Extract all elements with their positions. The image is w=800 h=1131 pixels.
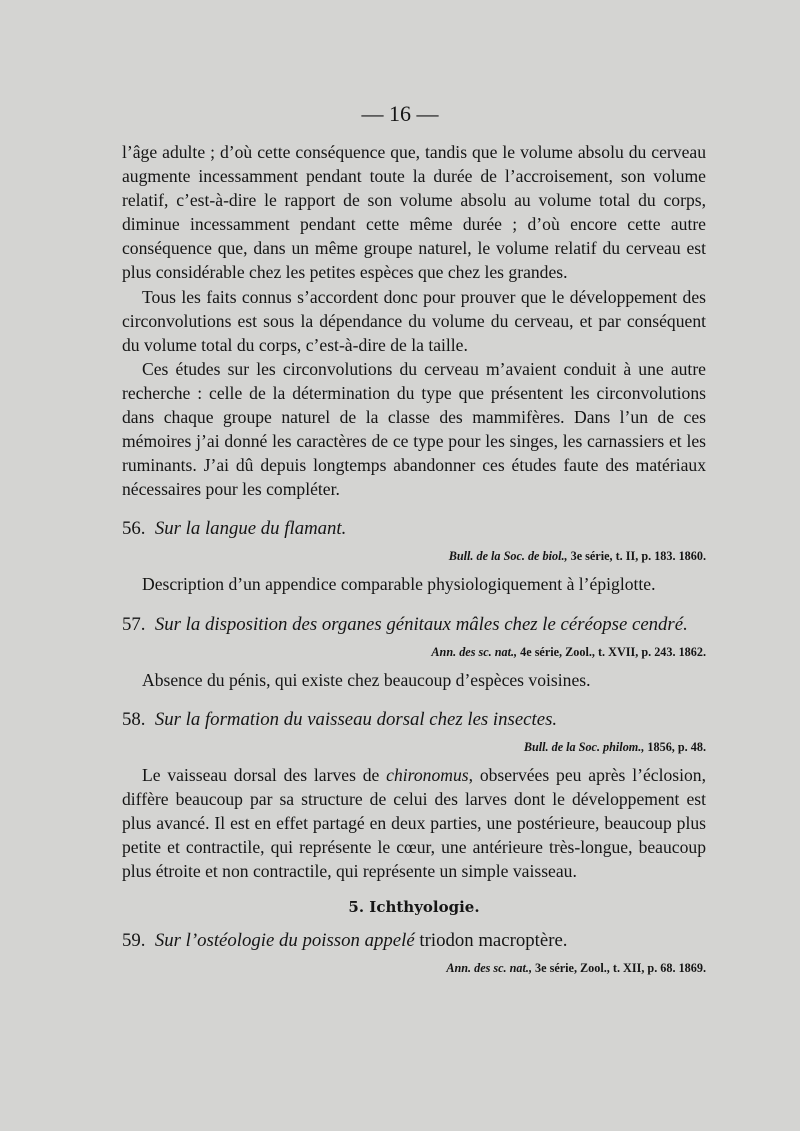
section-heading: 5. Ichthyologie. — [348, 898, 480, 917]
entry-59-citation: Ann. des sc. nat., 3e série, Zool., t. XII, p. 68. 1869. — [446, 961, 706, 976]
paragraph: Tous les faits connus s’accordent donc pour prouver que le développement des circonvolutions est sous la dépendance du volume du cerveau, et par conséquent du volume total du corps, c’est-à-dire de la taille. — [122, 286, 706, 355]
entry-56-description: Description d’un appendice comparable physiologiquement à l’épiglotte. — [142, 574, 656, 595]
entry-56-title: 56. Sur la langue du flamant. — [122, 518, 347, 540]
paragraph-continuation: l’âge adulte ; d’où cette conséquence que, tandis que le volume absolu du cerveau augmente incessamment pendant toute la durée de l’accroisement, son volume relatif, c’est-à-dire le rapport de son volume absolu au volume total du corps, diminue incessamment pendant cette même durée ; d’où encore cette autre conséquence que, dans un même groupe naturel, le volume relatif du cerveau est plus considérable chez les petites espèces que chez les grandes. — [122, 142, 706, 283]
page-body — [122, 140, 706, 977]
entry-56-citation: Bull. de la Soc. de biol., 3e série, t. II, p. 183. 1860. — [448, 549, 706, 564]
entry-57-citation: Ann. des sc. nat., 4e série, Zool., t. XVII, p. 243. 1862. — [431, 644, 706, 659]
entry-59-title: 59. Sur l’ostéologie du poisson appelé triodon macroptère. — [122, 930, 568, 952]
page-number: — 16 — — [361, 101, 439, 126]
entry-58-description: Le vaisseau dorsal des larves de chironomus, observées peu après l’éclosion, diffère beaucoup par sa structure de celui des larves dont le développement est plus avancé. Il est en effet partagé en deux parties, une postérieure, beaucoup plus petite et contractile, qui représente le cœur, une antérieure très-longue, beaucoup plus étroite et non contractile, qui représente un simple vaisseau. — [122, 764, 706, 881]
paragraph: Ces études sur les circonvolutions du cerveau m’avaient conduit à une autre recherche : celle de la détermination du type que présentent les circonvolutions dans chaque groupe naturel de la classe des mammifères. Dans l’un de ces mémoires j’ai donné les caractères de ce type pour les singes, les carnassiers et les ruminants. J’ai dû depuis longtemps abandonner ces études faute des matériaux nécessaires pour les compléter. — [122, 358, 706, 500]
entry-58-citation: Bull. de la Soc. philom., 1856, p. 48. — [523, 739, 706, 754]
entry-57-title: 57. Sur la disposition des organes génitaux mâles chez le céréopse cendré. — [122, 613, 688, 635]
entry-58-title: 58. Sur la formation du vaisseau dorsal chez les insectes. — [122, 708, 558, 730]
entry-57-description: Absence du pénis, qui existe chez beaucoup d’espèces voisines. — [142, 669, 591, 690]
